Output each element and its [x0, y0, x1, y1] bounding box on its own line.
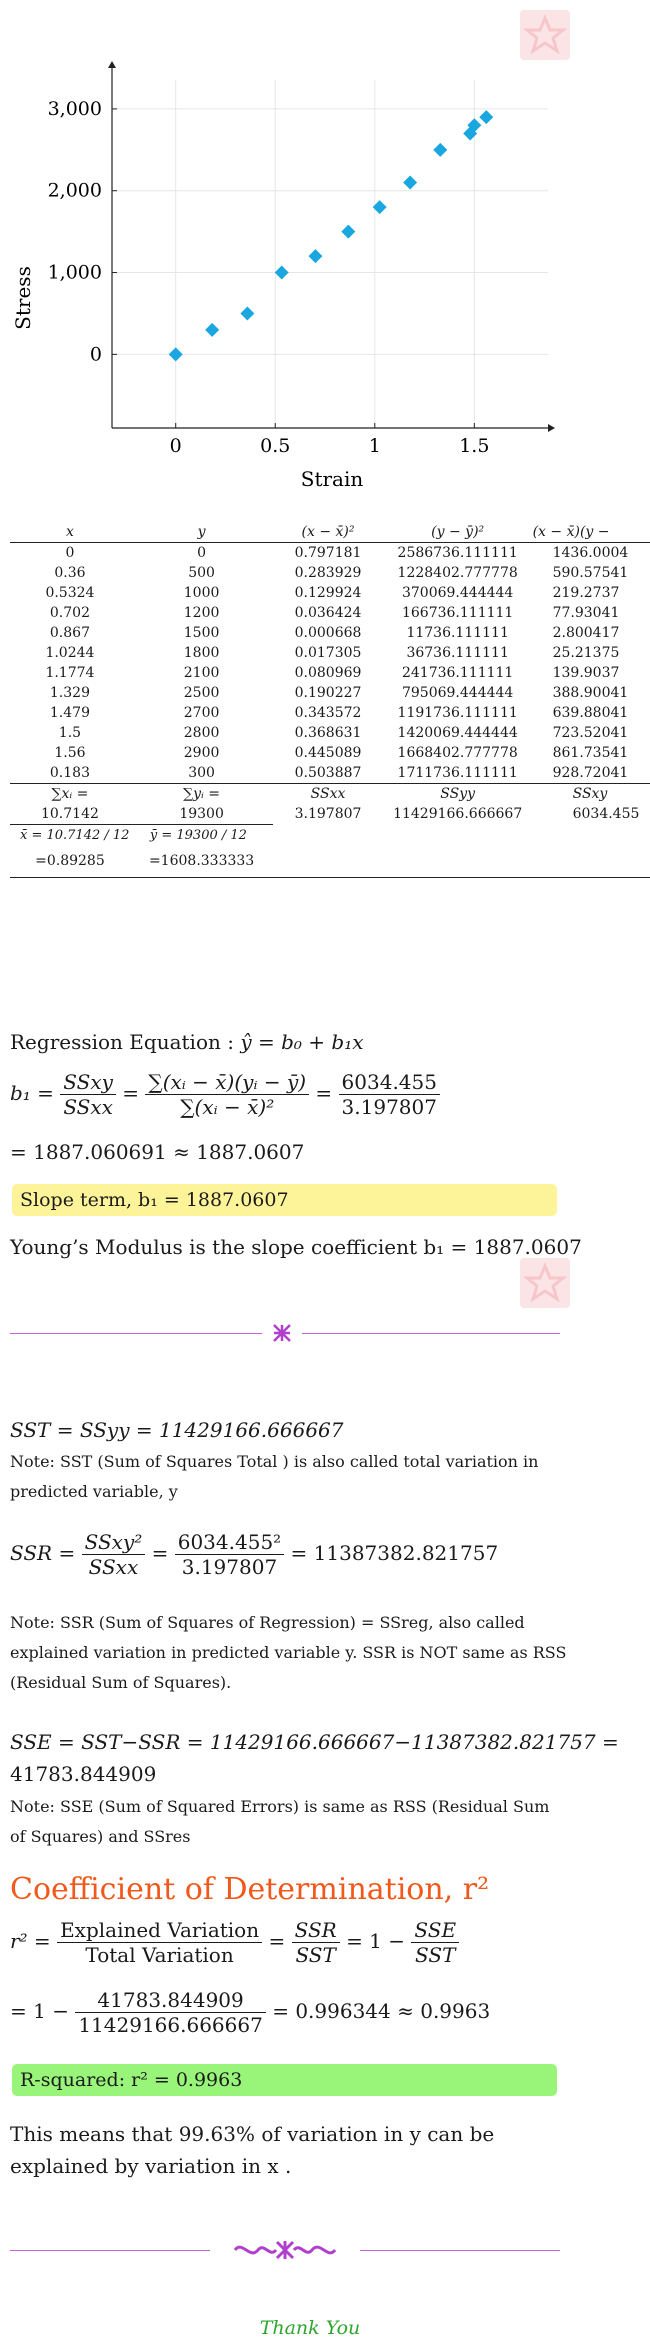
table-cell: 25.21375 [552, 645, 620, 661]
data-point [205, 323, 219, 337]
table-cell: 11736.111111 [406, 625, 509, 641]
footer-divider-right [360, 2250, 560, 2251]
footer-divider-left [10, 2250, 210, 2251]
table-mean-expr-row [10, 825, 650, 846]
r2-line2-num: 41783.844909 [75, 1988, 266, 2013]
sse-note: Note: SSE (Sum of Squared Errors) is same as RSS (Residual Sum of Squares) and SSres [10, 1797, 550, 1846]
table-cell: 0.867 [49, 625, 90, 641]
calculation-table [10, 522, 650, 972]
table-cell: 1420069.444444 [397, 725, 518, 741]
sum-label: SSyy [383, 784, 533, 805]
table-row [10, 703, 650, 723]
table-row [10, 543, 650, 564]
x-tick-label: 0.5 [260, 435, 291, 457]
seal-watermark-icon [520, 1258, 570, 1308]
regression-equation-formula: ŷ = b₀ + b₁x [240, 1030, 364, 1054]
r2-computation [10, 1988, 490, 2037]
sse-equation: SSE = SST−SSR = 11429166.666667−11387382.821757 = [10, 1730, 619, 1754]
table-cell: 2100 [183, 665, 220, 681]
b1-value-denominator: 3.197807 [341, 1095, 437, 1119]
col-header-y: y [130, 522, 273, 543]
mean-y-expression: ȳ = 19300 / 12 [130, 825, 273, 846]
sum-label: ∑xᵢ = [10, 784, 130, 805]
r2-sst: SST [295, 1943, 336, 1967]
data-point [403, 176, 417, 190]
table-cell: 1191736.111111 [397, 705, 518, 721]
table-cell: 861.73541 [552, 745, 629, 761]
table-cell: 0 [197, 545, 207, 561]
table-mean-value-row [10, 845, 650, 878]
stress-strain-scatter-chart [0, 50, 650, 510]
b1-value-numerator: 6034.455 [339, 1070, 440, 1095]
data-point [479, 110, 493, 124]
ssr-formula: SSR = $\frac{\text{SSxy²}}{\text{SSxx}}$ = $\frac{\text{6034.455²}}{3.197807}$ = 11387382.821757 [10, 1530, 499, 1579]
table-cell: 388.90041 [552, 685, 629, 701]
table-cell: 1.329 [49, 685, 90, 701]
sum-label: SSxx [273, 784, 382, 805]
table-cell: 0.283929 [294, 565, 362, 581]
table-cell: 1200 [183, 605, 220, 621]
table-sum-label-row [10, 784, 650, 805]
table-cell: 0.190227 [294, 685, 362, 701]
r2-line2-prefix: = 1 − [10, 1999, 69, 2023]
y-axis-arrow [108, 61, 116, 68]
ssr-note: Note: SSR (Sum of Squares of Regression) = SSreg, also called explained variation in predicted variable y. SSR is NOT same as RSS (Residual Sum of Squares). [10, 1613, 567, 1692]
chart-x-axis-label: Strain [300, 467, 364, 491]
table-row [10, 643, 650, 663]
table-cell: 723.52041 [552, 725, 629, 741]
sum-label: ∑yᵢ = [130, 784, 273, 805]
data-point [341, 225, 355, 239]
ssr-result: = 11387382.821757 [290, 1541, 499, 1565]
table-header-row [10, 522, 650, 543]
sum-value: 10.7142 [40, 806, 99, 822]
data-point [169, 347, 183, 361]
mean-y-value: =1608.333333 [130, 845, 273, 878]
col-header-y-dev-sq: (y − ȳ)² [383, 522, 533, 543]
table-cell: 500 [188, 565, 215, 581]
x-tick-label: 0 [169, 435, 182, 457]
table-cell: 928.72041 [552, 765, 629, 781]
table-cell: 2586736.111111 [397, 545, 518, 561]
table-cell: 139.9037 [552, 665, 620, 681]
col-header-xy-dev: (x − x̄)(y − [533, 522, 650, 543]
section-divider-right [302, 1333, 560, 1334]
r2-explained: Explained Variation [57, 1918, 262, 1943]
r2-total: Total Variation [85, 1943, 234, 1967]
sst-equation: SST = SSyy = 11429166.666667 [10, 1418, 344, 1442]
b1-ssxy: SSxy [60, 1070, 116, 1095]
table-cell: 1436.0004 [552, 545, 629, 561]
table-cell: 2.800417 [552, 625, 620, 641]
data-point [275, 266, 289, 280]
mean-x-value: =0.89285 [10, 845, 130, 878]
r2-line2-den: 11429166.666667 [78, 2013, 263, 2037]
r-squared-highlight: R-squared: r² = 0.9963 [12, 2064, 557, 2096]
col-header-x-dev-sq: (x − x̄)² [273, 522, 382, 543]
table-cell: 0.797181 [294, 545, 362, 561]
b1-result: = 1887.060691 ≈ 1887.0607 [10, 1140, 305, 1164]
table-cell: 2500 [183, 685, 220, 701]
table-cell: 0.000668 [294, 625, 362, 641]
ssr-num: SSxy² [82, 1530, 146, 1555]
table-cell: 2900 [183, 745, 220, 761]
table-cell: 0.36 [54, 565, 86, 581]
table-row [10, 683, 650, 703]
table-cell: 2800 [183, 725, 220, 741]
y-tick-label: 1,000 [47, 261, 102, 284]
r2-sse: SSE [411, 1918, 459, 1943]
table-cell: 0.445089 [294, 745, 362, 761]
table-cell: 1.0244 [45, 645, 95, 661]
table-cell: 241736.111111 [401, 665, 514, 681]
r2-lhs: r² = [10, 1929, 51, 1953]
data-point [308, 249, 322, 263]
sum-value: 19300 [179, 806, 224, 822]
b1-denominator: ∑(xᵢ − x̄)² [180, 1095, 275, 1119]
table-cell: 1000 [183, 585, 220, 601]
determination-heading: Coefficient of Determination, r² [10, 1872, 490, 1907]
r2-line2-result: = 0.996344 ≈ 0.9963 [272, 1999, 491, 2023]
table-cell: 36736.111111 [406, 645, 509, 661]
table-cell: 1.479 [49, 705, 90, 721]
table-cell: 0.702 [49, 605, 90, 621]
table-cell: 1711736.111111 [397, 765, 518, 781]
r2-sst-2: SST [415, 1943, 456, 1967]
chart-ticks [48, 98, 490, 457]
table-cell: 1228402.777778 [397, 565, 518, 581]
table-cell: 0.503887 [294, 765, 362, 781]
x-axis-arrow [548, 424, 555, 432]
table-cell: 639.88041 [552, 705, 629, 721]
y-tick-label: 0 [89, 343, 102, 366]
sse-equation-continued: 41783.844909 [10, 1762, 157, 1786]
sum-value: 6034.455 [572, 806, 640, 823]
slope-formula: b₁ = $\frac{\text{SSxy}}{\text{SSxx}}$ = $\frac{\text{∑(xᵢ − x̄)(yᵢ − ȳ)}}{\text{∑(xᵢ − x̄)²}}$ = $\frac{6034.455}{3.197807}$ [10, 1070, 440, 1119]
x-tick-label: 1 [368, 435, 381, 457]
sst-note: Note: SST (Sum of Squares Total ) is also called total variation in predicted variable, y [10, 1452, 539, 1501]
r2-one-minus: = 1 − [346, 1929, 406, 1953]
table-row [10, 743, 650, 763]
table-cell: 0.017305 [294, 645, 362, 661]
table-row [10, 563, 650, 583]
col-header-x: x [10, 522, 130, 543]
ornament-flourish-icon [230, 2238, 340, 2262]
slope-term-highlight: Slope term, b₁ = 1887.0607 [12, 1184, 557, 1216]
ssr-value-den: 3.197807 [181, 1555, 278, 1579]
table-cell: 1668402.777778 [397, 745, 518, 761]
table-cell: 0.036424 [294, 605, 362, 621]
table-cell: 0.343572 [294, 705, 362, 721]
table-cell: 77.93041 [552, 605, 620, 621]
table-cell: 0.5324 [45, 585, 95, 601]
data-point [240, 306, 254, 320]
ssr-lhs: SSR = [10, 1541, 76, 1565]
data-point [433, 143, 447, 157]
y-tick-label: 3,000 [47, 97, 102, 120]
table-cell: 0.129924 [294, 585, 362, 601]
table-cell: 2700 [183, 705, 220, 721]
table-row [10, 763, 650, 784]
table-cell: 219.2737 [552, 585, 620, 601]
ssr-den: SSxx [88, 1555, 139, 1579]
b1-lhs: b₁ = [10, 1081, 54, 1105]
chart-y-axis-label: Stress [11, 266, 35, 330]
table-cell: 0.368631 [294, 725, 362, 741]
regression-equation-label: Regression Equation : [10, 1030, 234, 1054]
table-cell: 0.080969 [294, 665, 362, 681]
table-cell: 795069.444444 [401, 685, 514, 701]
youngs-modulus-statement: Young’s Modulus is the slope coefficient b₁ = 1887.0607 [10, 1235, 582, 1259]
table-cell: 1.1774 [45, 665, 95, 681]
b1-ssxx: SSxx [63, 1095, 113, 1119]
sum-value: 11429166.666667 [393, 806, 523, 823]
section-divider-left [10, 1333, 262, 1334]
table-cell: 1800 [183, 645, 220, 661]
sum-value: 3.197807 [294, 806, 362, 823]
table-cell: 0.183 [49, 765, 90, 781]
mean-x-expression: x̄ = 10.7142 / 12 [10, 825, 130, 846]
r2-equals: = [268, 1929, 286, 1953]
regression-equation [10, 1030, 364, 1054]
table-cell: 1500 [183, 625, 220, 641]
table-sum-value-row [10, 804, 650, 825]
ssr-value-num: 6034.455² [175, 1530, 284, 1555]
table-cell: 0 [65, 545, 75, 561]
r2-formula [10, 1918, 459, 1967]
table-row [10, 583, 650, 603]
x-tick-label: 1.5 [459, 435, 490, 457]
thank-you-text: Thank You [259, 2317, 361, 2339]
r2-ssr: SSR [292, 1918, 340, 1943]
table-cell: 590.57541 [552, 565, 629, 581]
table-row [10, 623, 650, 643]
table-row [10, 723, 650, 743]
table-row [10, 603, 650, 623]
chart-points [169, 110, 494, 361]
r2-interpretation: This means that 99.63% of variation in y can be explained by variation in x . [10, 2122, 495, 2178]
table-cell: 166736.111111 [401, 605, 514, 621]
table-cell: 1.5 [58, 725, 82, 741]
ornament-icon [272, 1323, 292, 1343]
chart-grid [112, 80, 548, 428]
table-cell: 300 [188, 765, 215, 781]
y-tick-label: 2,000 [47, 179, 102, 202]
table-row [10, 663, 650, 683]
table-cell: 370069.444444 [401, 585, 514, 601]
sum-label: SSxy [533, 784, 650, 805]
b1-numerator: ∑(xᵢ − x̄)(yᵢ − ȳ) [145, 1070, 309, 1095]
table-cell: 1.56 [54, 745, 86, 761]
